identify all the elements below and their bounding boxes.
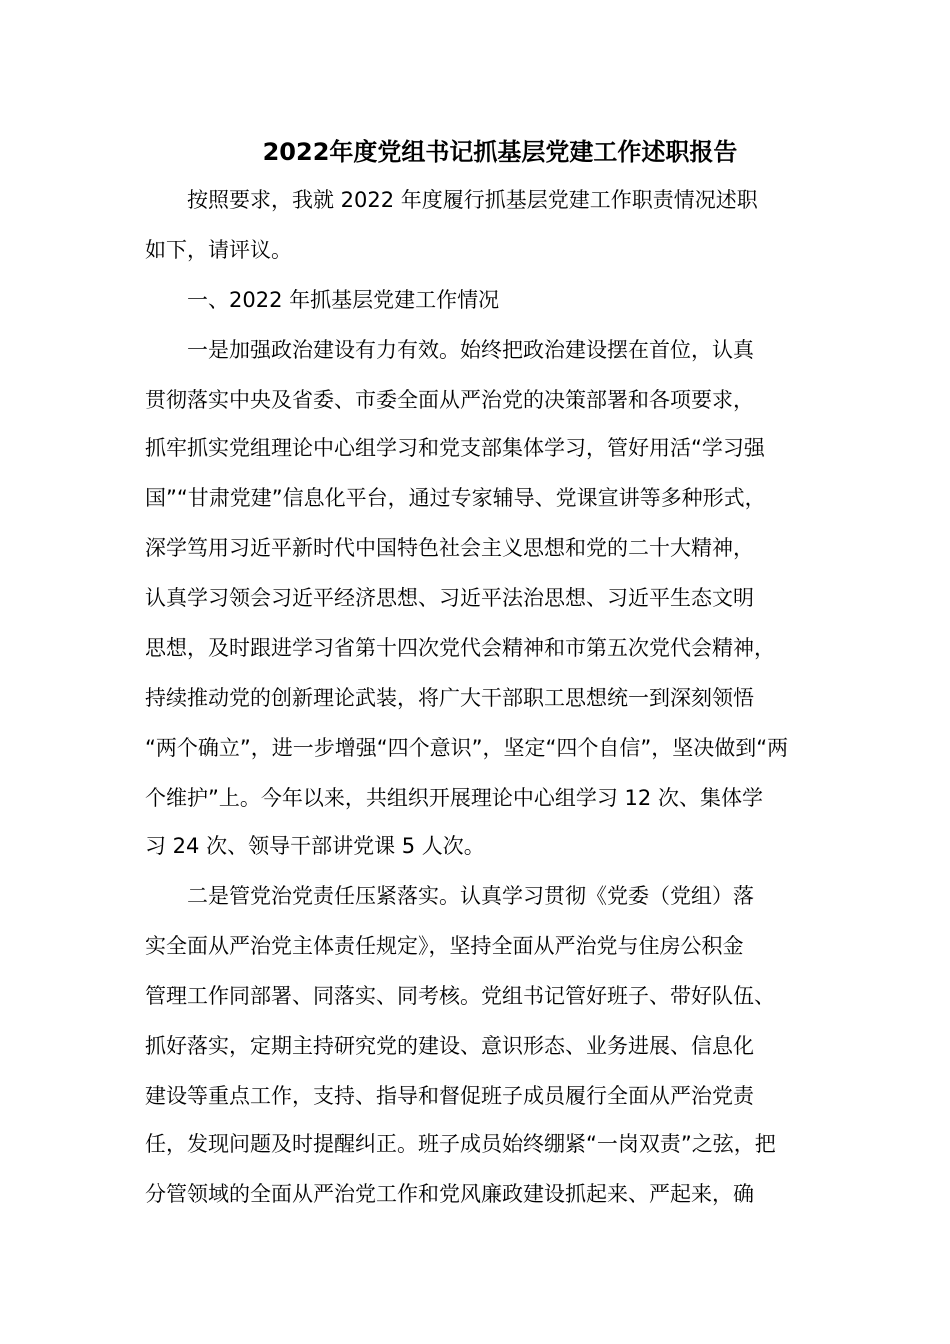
paragraph-line: 分管领域的全面从严治党工作和党风廉政建设抓起来、严起来，确 [145,1182,754,1206]
paragraph-line: 持续推动党的创新理论武装，将广大干部职工思想统一到深刻领悟 [145,686,754,710]
paragraph-line: 认真学习领会习近平经济思想、习近平法治思想、习近平生态文明 [145,586,754,610]
paragraph-line: 深学笃用习近平新时代中国特色社会主义思想和党的二十大精神， [145,536,754,560]
paragraph-line: 实全面从严治党主体责任规定》，坚持全面从严治党与住房公积金 [145,934,744,958]
paragraph-line: 个维护”上。今年以来，共组织开展理论中心组学习 12 次、集体学 [145,786,763,810]
paragraph-line: “两个确立”，进一步增强“四个意识”，坚定“四个自信”，坚决做到“两 [145,736,789,760]
document-title: 2022年度党组书记抓基层党建工作述职报告 [262,138,738,166]
paragraph-line: 二是管党治党责任压紧落实。认真学习贯彻《党委（党组）落 [145,884,754,908]
paragraph-line: 任，发现问题及时提醒纠正。班子成员始终绷紧“一岗双责”之弦，把 [145,1132,776,1156]
paragraph-line: 思想，及时跟进学习省第十四次党代会精神和市第五次党代会精神， [145,636,775,660]
paragraph-line: 建设等重点工作，支持、指导和督促班子成员履行全面从严治党责 [145,1084,754,1108]
paragraph-line: 习 24 次、领导干部讲党课 5 人次。 [145,834,485,858]
paragraph-line: 按照要求，我就 2022 年度履行抓基层党建工作职责情况述职 [145,188,758,212]
paragraph-line: 贯彻落实中央及省委、市委全面从严治党的决策部署和各项要求， [145,388,754,412]
paragraph-line: 抓好落实，定期主持研究党的建设、意识形态、业务进展、信息化 [145,1034,754,1058]
paragraph-line: 一是加强政治建设有力有效。始终把政治建设摆在首位，认真 [145,338,754,362]
paragraph-line: 如下，请评议。 [145,238,292,262]
paragraph-line: 国”“甘肃党建”信息化平台，通过专家辅导、党课宣讲等多种形式， [145,486,766,510]
paragraph-line: 管理工作同部署、同落实、同考核。党组书记管好班子、带好队伍、 [145,984,775,1008]
paragraph-line: 抓牢抓实党组理论中心组学习和党支部集体学习，管好用活“学习强 [145,436,765,460]
section-heading: 一、2022 年抓基层党建工作情况 [145,288,500,312]
